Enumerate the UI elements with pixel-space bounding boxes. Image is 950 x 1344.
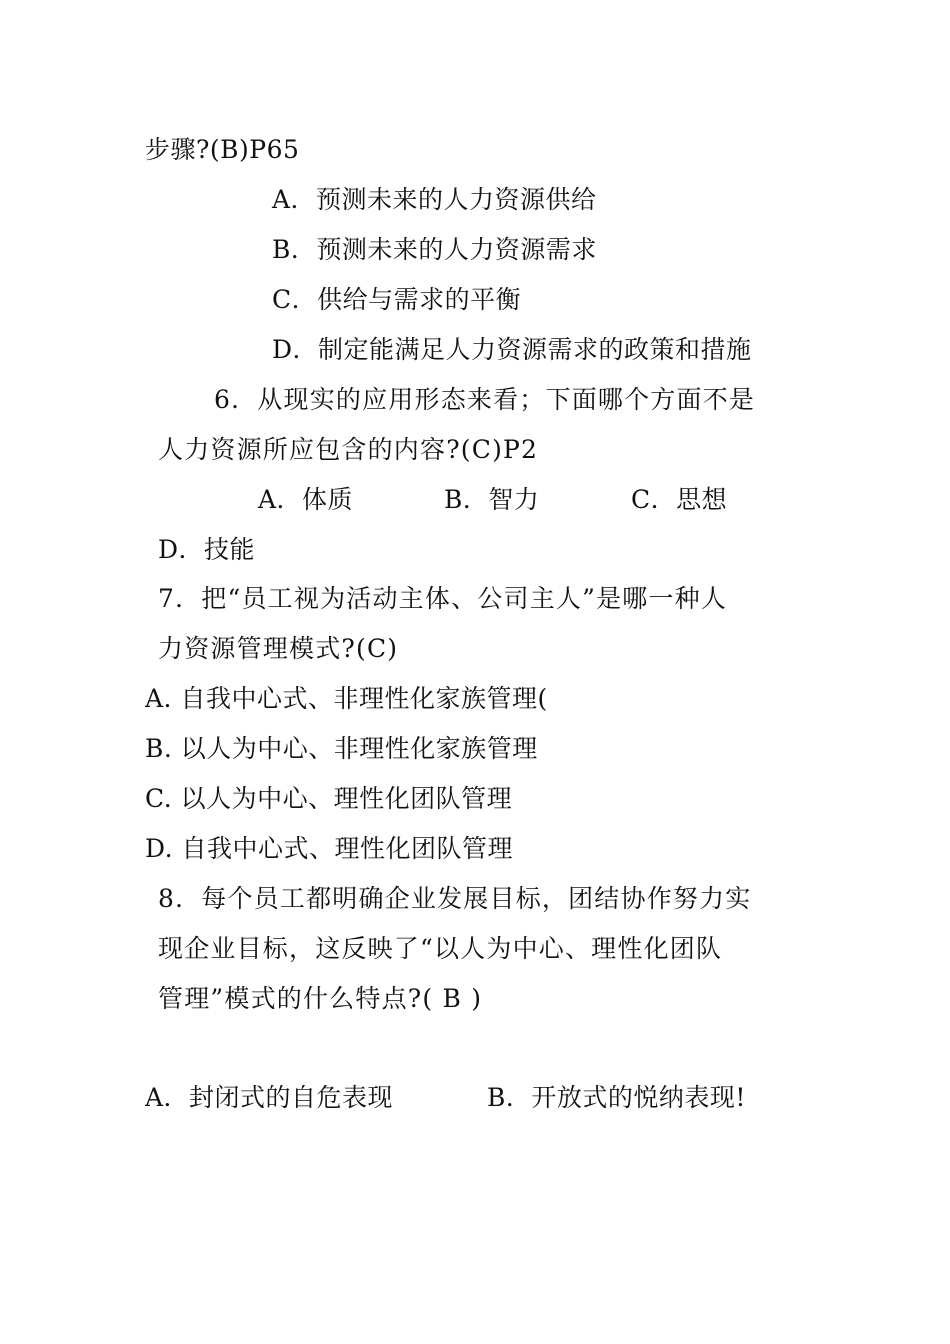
- q8-stem-line-2: 现企业目标，这反映了“以人为中心、理性化团队: [158, 934, 723, 963]
- q5-option-c: C．供给与需求的平衡: [272, 285, 522, 314]
- q6-stem-line-1: 6．从现实的应用形态来看；下面哪个方面不是: [214, 385, 756, 414]
- q7-option-a: A. 自我中心式、非理性化家族管理(: [145, 684, 548, 713]
- q6-option-c: C．思想: [631, 485, 728, 514]
- q6-stem-line-2: 人力资源所应包含的内容?(C)P2: [158, 435, 539, 464]
- q7-option-b: B. 以人为中心、非理性化家族管理: [145, 734, 538, 763]
- q6-option-a: A．体质: [258, 485, 354, 514]
- q5-stem-tail: 步骤?(B)P65: [145, 135, 300, 164]
- q7-option-d: D. 自我中心式、理性化团队管理: [145, 834, 514, 863]
- q6-option-b: B．智力: [444, 485, 540, 514]
- q7-option-c: C. 以人为中心、理性化团队管理: [145, 784, 513, 813]
- q5-option-b: B．预测未来的人力资源需求: [272, 235, 597, 264]
- q5-option-a: A．预测未来的人力资源供给: [272, 185, 597, 214]
- q8-stem-line-3: 管理”模式的什么特点?( B ): [158, 984, 483, 1013]
- q7-stem-line-1: 7．把“员工视为活动主体、公司主人”是哪一种人: [158, 584, 728, 613]
- q8-option-b: B．开放式的悦纳表现!: [487, 1083, 746, 1112]
- q7-stem-line-2: 力资源管理模式?(C): [158, 634, 399, 663]
- q8-stem-line-1: 8．每个员工都明确企业发展目标，团结协作努力实: [158, 884, 752, 913]
- q5-option-d: D．制定能满足人力资源需求的政策和措施: [272, 335, 752, 364]
- q6-option-d: D．技能: [158, 535, 256, 564]
- q8-option-a: A．封闭式的自危表现: [145, 1083, 394, 1112]
